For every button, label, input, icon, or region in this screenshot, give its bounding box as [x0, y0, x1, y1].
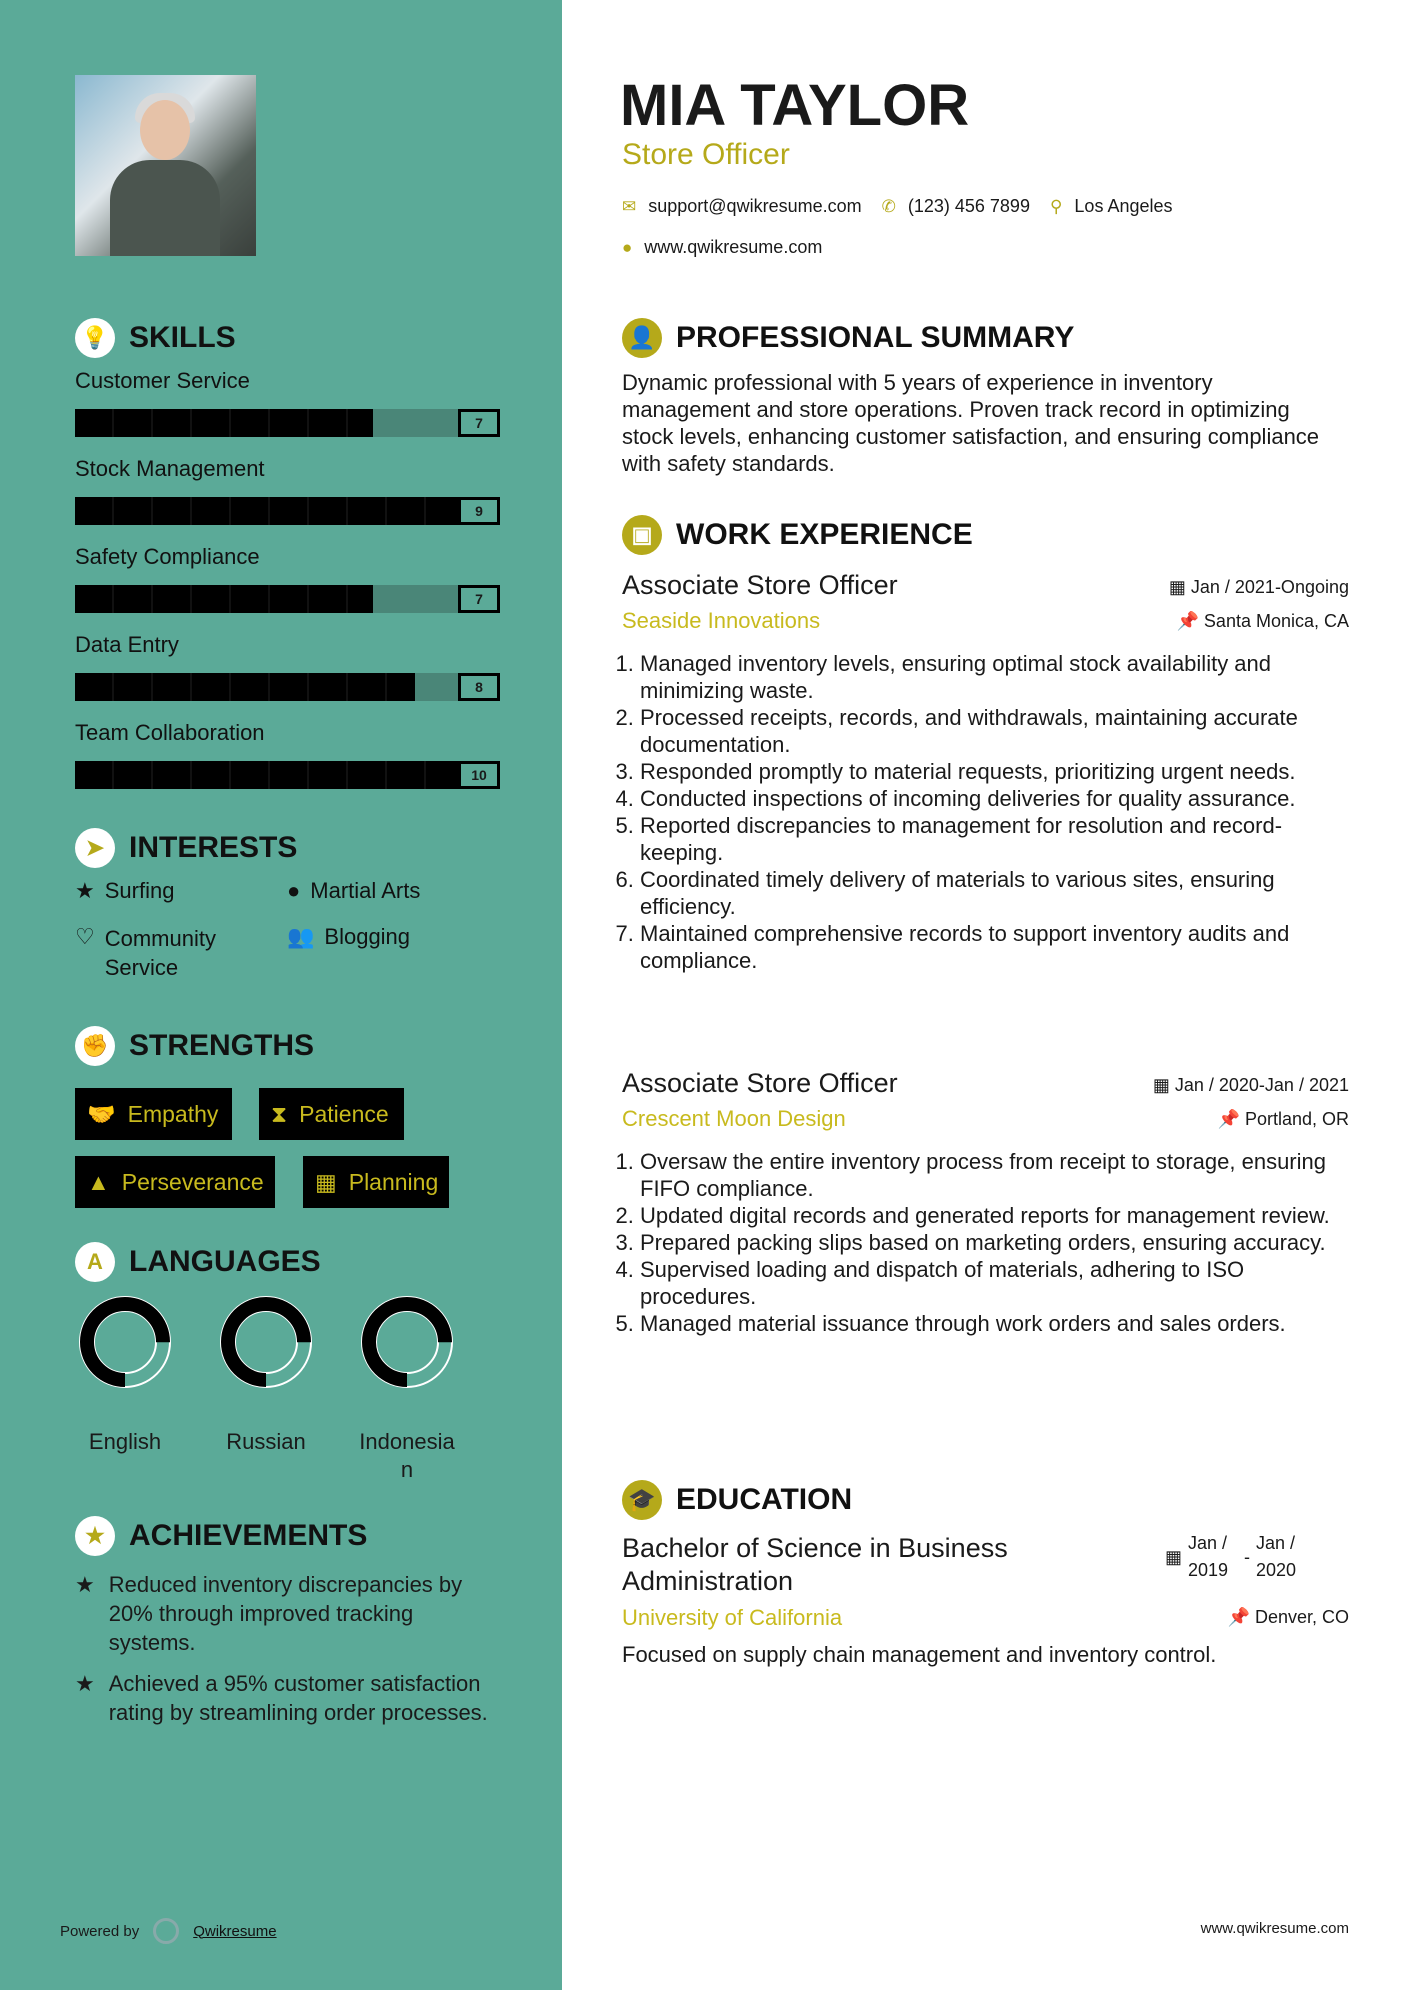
dates-text: Jan / 2020-Jan / 2021 — [1174, 1075, 1349, 1095]
languages-title: LANGUAGES — [129, 1245, 321, 1278]
skill-item — [75, 456, 500, 544]
interest-label: Community Service — [104, 926, 216, 980]
summary-title: PROFESSIONAL SUMMARY — [676, 321, 1075, 354]
calendar-icon: ▦ — [1152, 1075, 1175, 1095]
language-label: Russian — [226, 1429, 306, 1454]
education-heading — [622, 1480, 852, 1520]
work-title: WORK EXPERIENCE — [676, 518, 973, 551]
email[interactable]: support@qwikresume.com — [648, 196, 862, 216]
qwikresume-logo-icon — [153, 1918, 179, 1944]
calendar-icon: ▦ — [1165, 1546, 1183, 1567]
job-bullet: 4. Conducted inspections of incoming deliveries for quality assurance. — [640, 785, 1352, 812]
job-bullet: 5. Managed material issuance through work orders and sales orders. — [640, 1310, 1352, 1337]
interest-item — [287, 924, 410, 950]
briefcase-icon: ▣ — [622, 515, 662, 555]
education-dates: ▦ Jan / 2019 - Jan / 2020 — [1165, 1530, 1306, 1584]
education-start: Jan / 2019 — [1188, 1533, 1229, 1580]
graduation-icon: 🎓 — [622, 1480, 662, 1520]
calendar-icon: ▦ — [1168, 577, 1191, 597]
website[interactable]: www.qwikresume.com — [644, 237, 823, 257]
location-text: Santa Monica, CA — [1203, 611, 1349, 631]
skills-heading — [75, 318, 236, 358]
powered-label: Powered by — [60, 1922, 140, 1940]
strength-label: Planning — [348, 1168, 439, 1195]
achievement-item — [75, 1669, 495, 1727]
skill-bar-fill — [75, 585, 373, 613]
star-icon: ★ — [75, 878, 95, 903]
strength-chip — [303, 1156, 449, 1208]
job-bullets — [622, 650, 1352, 974]
skill-label: Safety Compliance — [75, 544, 260, 569]
strength-chip — [75, 1156, 275, 1208]
skill-value: 9 — [458, 497, 500, 525]
job-bullet: 7. Maintained comprehensive records to support inventory audits and compliance. — [640, 920, 1352, 974]
globe-icon: ● — [622, 237, 633, 257]
interest-label: Surfing — [104, 878, 175, 903]
job-bullets — [622, 1148, 1352, 1337]
job-bullet: 3. Responded promptly to material requests, prioritizing urgent needs. — [640, 758, 1352, 785]
language-item — [357, 1292, 457, 1484]
work-heading — [622, 515, 973, 555]
road-icon: ▲ — [87, 1168, 110, 1195]
school: University of California — [622, 1605, 843, 1630]
achievement-item — [75, 1570, 495, 1657]
skill-bar-fill — [75, 409, 373, 437]
location-text: Denver, CO — [1254, 1607, 1349, 1627]
skill-label: Team Collaboration — [75, 720, 265, 745]
interest-item — [287, 878, 420, 904]
contact-row — [622, 196, 1173, 217]
handshake-icon: 🤝 — [87, 1100, 116, 1127]
skill-value: 8 — [458, 673, 500, 701]
strength-chip — [75, 1088, 232, 1140]
job-role: Associate Store Officer — [622, 570, 898, 600]
strength-label: Perseverance — [121, 1168, 264, 1195]
language-label: Indonesian — [359, 1429, 455, 1482]
job-role: Associate Store Officer — [622, 1068, 898, 1098]
skill-bar — [75, 761, 500, 789]
fist-icon: ✊ — [75, 1026, 115, 1066]
language-donut — [216, 1292, 316, 1392]
footer-website[interactable]: www.qwikresume.com — [1200, 1920, 1349, 1937]
website-row — [622, 237, 822, 258]
skill-value: 7 — [458, 409, 500, 437]
job-title: Store Officer — [622, 138, 790, 171]
globe-icon: ● — [287, 878, 301, 903]
interest-label: Blogging — [324, 924, 411, 949]
achievement-text: Achieved a 95% customer satisfaction rating by streamlining order processes. — [108, 1671, 488, 1725]
stars-icon: ★ — [75, 1671, 95, 1696]
skills-title: SKILLS — [129, 321, 236, 354]
language-item — [216, 1292, 316, 1484]
pin-icon: 📌 — [1176, 611, 1204, 631]
education-text: Focused on supply chain management and inventory control. — [622, 1642, 1217, 1667]
job-location — [1218, 1109, 1349, 1130]
skill-bar — [75, 585, 500, 613]
skill-item — [75, 632, 500, 720]
skill-item — [75, 720, 500, 808]
skill-bar — [75, 409, 500, 437]
skill-label: Customer Service — [75, 368, 250, 393]
education-end: Jan / 2020 — [1256, 1533, 1297, 1580]
interest-label: Martial Arts — [310, 878, 421, 903]
strength-label: Patience — [299, 1100, 389, 1127]
interest-item — [75, 924, 265, 982]
lightbulb-icon: 💡 — [75, 318, 115, 358]
education-location — [1228, 1607, 1349, 1628]
location-text: Portland, OR — [1244, 1109, 1349, 1129]
summary-heading — [622, 318, 1074, 358]
achievement-text: Reduced inventory discrepancies by 20% through improved tracking systems. — [108, 1572, 463, 1655]
skill-value: 10 — [458, 761, 500, 789]
skill-bar-fill — [75, 761, 500, 789]
languages-list — [75, 1292, 457, 1484]
strength-label: Empathy — [127, 1100, 219, 1127]
phone-icon: ✆ — [881, 196, 896, 216]
hands-icon: ♡ — [75, 924, 95, 949]
job-bullet: 1. Oversaw the entire inventory process from receipt to storage, ensuring FIFO compliance. — [640, 1148, 1352, 1202]
location: Los Angeles — [1074, 196, 1173, 216]
star-badge-icon: ★ — [75, 1516, 115, 1556]
pin-icon: 📌 — [1217, 1109, 1245, 1129]
job-bullet: 3. Prepared packing slips based on marketing orders, ensuring accuracy. — [640, 1229, 1352, 1256]
achievements-heading — [75, 1516, 367, 1556]
job-location — [1177, 611, 1350, 632]
job-bullet: 2. Processed receipts, records, and withdrawals, maintaining accurate documentation. — [640, 704, 1352, 758]
job-bullet: 4. Supervised loading and dispatch of materials, adhering to ISO procedures. — [640, 1256, 1352, 1310]
skill-item — [75, 368, 500, 456]
profile-photo — [75, 75, 256, 256]
skill-item — [75, 544, 500, 632]
powered-by — [60, 1918, 277, 1944]
skill-label: Stock Management — [75, 456, 265, 481]
job-bullet: 5. Reported discrepancies to management for resolution and record-keeping. — [640, 812, 1352, 866]
strengths-title: STRENGTHS — [129, 1029, 315, 1062]
skills-list — [75, 368, 500, 808]
user-icon: 👤 — [622, 318, 662, 358]
skill-bar — [75, 497, 500, 525]
candidate-name: MIA TAYLOR — [620, 73, 970, 138]
dates-text: Jan / 2021-Ongoing — [1190, 577, 1349, 597]
pin-icon: 📌 — [1227, 1607, 1255, 1627]
language-donut — [357, 1292, 457, 1392]
job-bullet: 6. Coordinated timely delivery of materials to various sites, ensuring efficiency. — [640, 866, 1352, 920]
qwikresume-link[interactable]: Qwikresume — [193, 1922, 277, 1940]
phone: (123) 456 7899 — [907, 196, 1030, 216]
achievements-title: ACHIEVEMENTS — [129, 1519, 368, 1552]
skill-bar-fill — [75, 497, 458, 525]
language-donut — [75, 1292, 175, 1392]
users-icon: 👥 — [287, 924, 315, 949]
job-dates — [1153, 1075, 1349, 1096]
interest-item — [75, 878, 174, 904]
language-label: English — [88, 1429, 162, 1454]
company: Crescent Moon Design — [622, 1106, 846, 1131]
strengths-heading — [75, 1026, 314, 1066]
job-bullet: 2. Updated digital records and generated reports for management review. — [640, 1202, 1352, 1229]
paper-plane-icon: ➤ — [75, 828, 115, 868]
interests-heading — [75, 828, 297, 868]
strength-chip — [259, 1088, 404, 1140]
skill-bar-fill — [75, 673, 415, 701]
skill-value: 7 — [458, 585, 500, 613]
skill-label: Data Entry — [75, 632, 179, 657]
languages-heading — [75, 1242, 321, 1282]
location-pin-icon: ⚲ — [1049, 196, 1063, 216]
hourglass-icon: ⧗ — [271, 1100, 288, 1127]
skill-bar — [75, 673, 500, 701]
language-item — [75, 1292, 175, 1484]
education-title: EDUCATION — [676, 1483, 853, 1516]
job-bullet: 1. Managed inventory levels, ensuring optimal stock availability and minimizing waste. — [640, 650, 1352, 704]
email-icon: ✉ — [622, 196, 637, 216]
stars-icon: ★ — [75, 1572, 95, 1597]
job-dates — [1169, 577, 1349, 598]
degree: Bachelor of Science in Business Administration — [622, 1533, 1008, 1596]
calendar-icon: ▦ — [315, 1168, 337, 1195]
summary-text: Dynamic professional with 5 years of experience in inventory management and store operations. Proven track record in optimizing stock levels, enhancing customer satisfaction, and ensuring compliance with safety standards. — [622, 370, 1320, 476]
company: Seaside Innovations — [622, 608, 821, 633]
interests-title: INTERESTS — [129, 831, 298, 864]
language-icon: A — [75, 1242, 115, 1282]
